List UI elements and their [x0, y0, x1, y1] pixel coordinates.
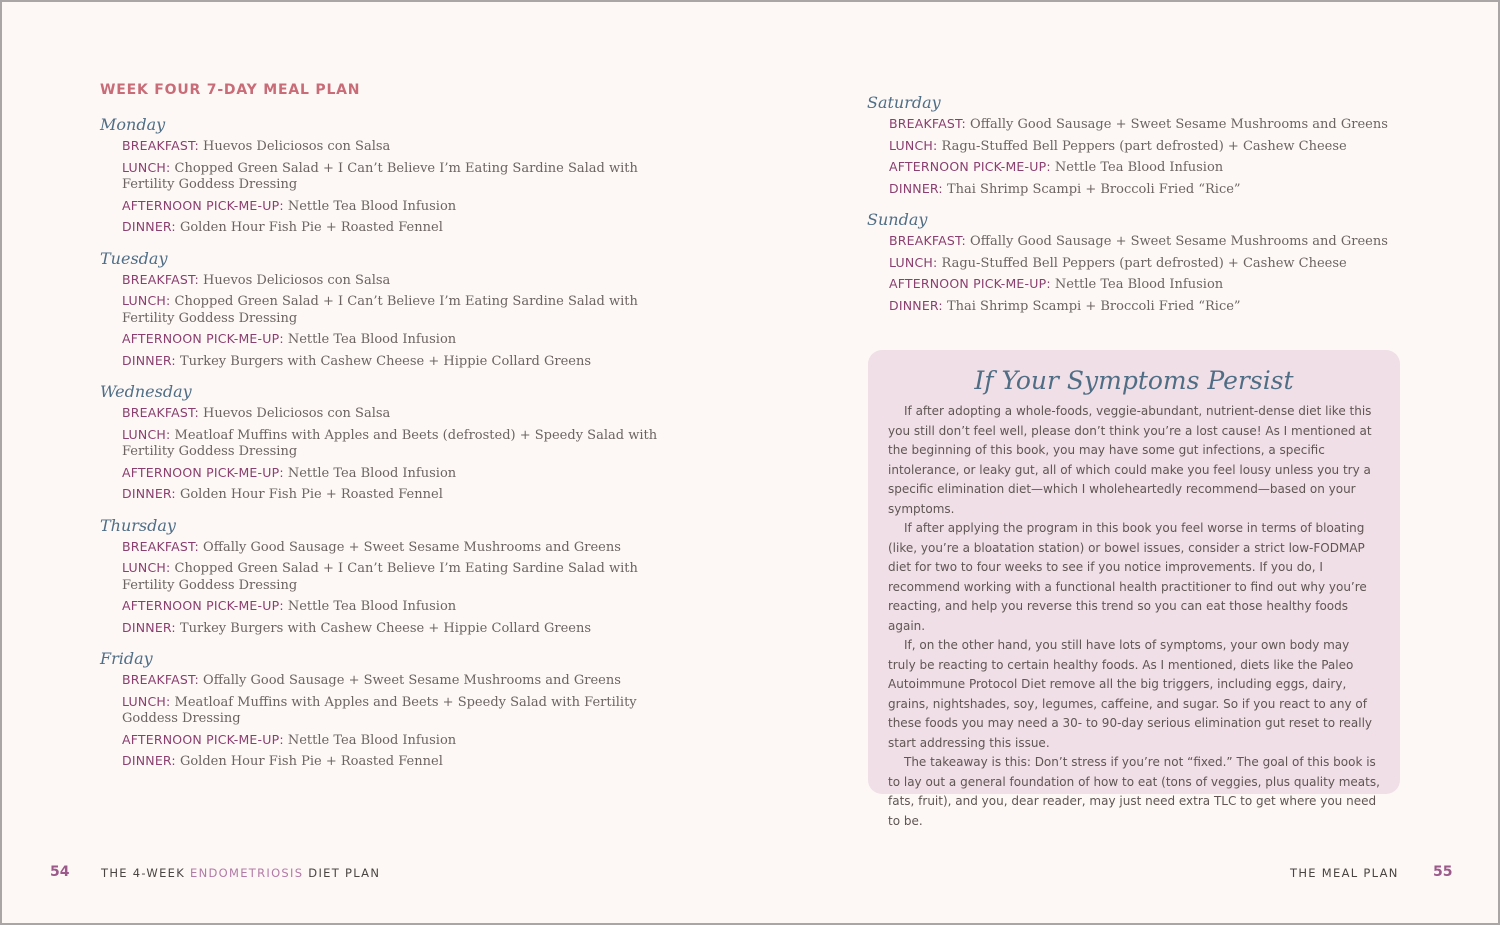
meal-text: Nettle Tea Blood Infusion — [283, 332, 457, 347]
right-days — [867, 92, 1427, 326]
day-monday — [100, 114, 660, 237]
meal-text: Ragu-Stuffed Bell Peppers (part defrosted) + Cashew Cheese — [937, 138, 1347, 154]
meal-plan-heading: WEEK FOUR 7-DAY MEAL PLAN — [100, 82, 361, 98]
meal-breakfast — [122, 405, 660, 423]
meal-text: Turkey Burgers with Cashew Cheese + Hippie Collard Greens — [175, 620, 592, 636]
meal-text: Offally Good Sausage + Sweet Sesame Mushrooms and Greens — [965, 234, 1388, 249]
meal-lunch — [122, 694, 660, 728]
sidebar-paragraph: If after applying the program in this book you feel worse in terms of bloating (like, you’re a bloatation station) or bowel issues, consider a strict low-FODMAP diet for two to four weeks to see if you notice improvements. If you do, I recommend working with a functional health practitioner to find out why you’re reacting, and help you reverse this trend so you can eat those healthy foods again. — [888, 521, 1367, 633]
meal-text: Offally Good Sausage + Sweet Sesame Mushrooms and Greens — [965, 117, 1388, 132]
meal-text: Huevos Deliciosos con Salsa — [198, 406, 391, 421]
meal-lunch — [122, 427, 660, 461]
right-page — [752, 2, 1500, 923]
meal-text: Nettle Tea Blood Infusion — [283, 732, 457, 748]
meal-label: BREAKFAST: — [122, 271, 199, 287]
meal-label: AFTERNOON PICK-ME-UP: — [889, 276, 1051, 291]
meal-label: BREAKFAST: — [889, 233, 966, 248]
meal-text: Turkey Burgers with Cashew Cheese + Hippie Collard Greens — [175, 353, 592, 369]
meal-text: Chopped Green Salad + I Can’t Believe I’m Eating Sardine Salad with Fertility Goddess Dressing — [122, 294, 638, 326]
meal-label: LUNCH: — [122, 560, 171, 575]
day-thursday — [100, 515, 660, 638]
running-head-post: DIET PLAN — [303, 866, 381, 880]
meal-label: LUNCH: — [122, 426, 171, 442]
meal-text: Offally Good Sausage + Sweet Sesame Mushrooms and Greens — [198, 673, 621, 688]
meal-dinner — [122, 753, 660, 771]
running-head-pre: THE 4-WEEK — [101, 866, 190, 880]
meal-breakfast — [122, 539, 660, 557]
day-friday — [100, 648, 660, 771]
meal-text: Huevos Deliciosos con Salsa — [198, 139, 391, 154]
symptoms-sidebar — [868, 350, 1400, 828]
meal-text: Ragu-Stuffed Bell Peppers (part defrosted) + Cashew Cheese — [937, 255, 1347, 271]
day-name: Tuesday — [100, 248, 168, 268]
meal-text: Huevos Deliciosos con Salsa — [198, 272, 391, 288]
meal-lunch — [889, 255, 1427, 273]
meal-label: DINNER: — [122, 219, 176, 234]
meal-label: LUNCH: — [122, 159, 171, 175]
meal-afternoon — [122, 732, 660, 750]
meal-text: Thai Shrimp Scampi + Broccoli Fried “Rice” — [942, 298, 1241, 314]
meal-text: Nettle Tea Blood Infusion — [283, 198, 457, 214]
page-number-left: 54 — [50, 864, 70, 880]
meal-text: Nettle Tea Blood Infusion — [283, 465, 457, 481]
meal-label: AFTERNOON PICK-ME-UP: — [889, 159, 1051, 174]
meal-text: Meatloaf Muffins with Apples and Beets + Speedy Salad with Fertility Goddess Dressing — [122, 694, 637, 726]
meal-breakfast — [889, 116, 1427, 134]
meal-label: LUNCH: — [122, 693, 171, 709]
meal-label: DINNER: — [122, 753, 176, 768]
meal-lunch — [122, 160, 660, 194]
meal-label: DINNER: — [122, 352, 176, 368]
meal-dinner — [122, 219, 660, 237]
meal-breakfast — [122, 138, 660, 156]
meal-label: LUNCH: — [889, 137, 938, 153]
day-name: Wednesday — [100, 382, 192, 401]
meal-label: DINNER: — [122, 486, 176, 501]
meal-label: LUNCH: — [889, 254, 938, 270]
meal-afternoon — [889, 159, 1427, 177]
meal-lunch — [889, 138, 1427, 156]
meal-text: Golden Hour Fish Pie + Roasted Fennel — [175, 754, 443, 769]
day-name: Thursday — [100, 515, 176, 535]
day-name: Saturday — [867, 93, 941, 112]
meal-label: LUNCH: — [122, 293, 171, 308]
left-days — [100, 114, 660, 782]
meal-text: Meatloaf Muffins with Apples and Beets (defrosted) + Speedy Salad with Fertility Goddess Dressing — [122, 427, 658, 459]
meal-lunch — [122, 560, 660, 594]
meal-text: Nettle Tea Blood Infusion — [283, 599, 457, 614]
meal-dinner — [122, 620, 660, 638]
running-head-left — [101, 866, 380, 880]
meal-afternoon — [889, 276, 1427, 294]
meal-breakfast — [889, 233, 1427, 251]
sidebar-paragraph: If after adopting a whole-foods, veggie-abundant, nutrient-dense diet like this you still don’t feel well, please don’t think you’re a lost cause! As I mentioned at the beginning of this book, you may have some gut infections, a specific intolerance, or leaky gut, all of which could make you feel lousy unless you try a specific elimination diet—which I wholeheartedly recommend—based on your symptoms. — [888, 404, 1372, 516]
running-head-right: THE MEAL PLAN — [1290, 866, 1399, 880]
meal-afternoon — [122, 598, 660, 616]
meal-label: DINNER: — [889, 180, 943, 196]
running-head-accent: ENDOMETRIOSIS — [190, 866, 304, 880]
meal-label: DINNER: — [889, 297, 943, 313]
meal-label: BREAKFAST: — [122, 672, 199, 687]
meal-text: Nettle Tea Blood Infusion — [1050, 277, 1224, 292]
meal-dinner — [122, 353, 660, 371]
day-wednesday — [100, 381, 660, 504]
sidebar-paragraph: The takeaway is this: Don’t stress if you’re not “fixed.” The goal of this book is to lay out a general foundation of how to eat (tons of veggies, plus quality meats, fats, fruit), and you, dear reader, may just need extra TLC to get where you need to be. — [888, 755, 1380, 828]
meal-text: Golden Hour Fish Pie + Roasted Fennel — [175, 220, 443, 235]
meal-afternoon — [122, 465, 660, 483]
meal-label: DINNER: — [122, 619, 176, 635]
meal-breakfast — [122, 272, 660, 290]
page-number-right: 55 — [1433, 864, 1453, 880]
meal-dinner — [889, 181, 1427, 199]
meal-dinner — [889, 298, 1427, 316]
meal-text: Chopped Green Salad + I Can’t Believe I’m Eating Sardine Salad with Fertility Goddess Dressing — [122, 160, 638, 192]
meal-dinner — [122, 486, 660, 504]
meal-text: Offally Good Sausage + Sweet Sesame Mushrooms and Greens — [198, 539, 621, 555]
meal-label: AFTERNOON PICK-ME-UP: — [122, 464, 284, 480]
sidebar-paragraph: If, on the other hand, you still have lots of symptoms, your own body may truly be reacting to certain healthy foods. As I mentioned, diets like the Paleo Autoimmune Protocol Diet remove all the big triggers, including eggs, dairy, grains, nightshades, soy, legumes, caffeine, and sugar. So if you react to any of these foods you may need a 30- to 90-day serious elimination gut reset to really start addressing this issue. — [888, 638, 1373, 750]
meal-text: Golden Hour Fish Pie + Roasted Fennel — [175, 487, 443, 502]
day-name: Sunday — [867, 210, 928, 229]
meal-breakfast — [122, 672, 660, 690]
meal-label: AFTERNOON PICK-ME-UP: — [122, 598, 284, 613]
meal-lunch — [122, 293, 660, 327]
day-tuesday — [100, 248, 660, 371]
meal-afternoon — [122, 198, 660, 216]
meal-text: Chopped Green Salad + I Can’t Believe I’m Eating Sardine Salad with Fertility Goddess Dressing — [122, 561, 638, 593]
sidebar-title: If Your Symptoms Persist — [974, 366, 1294, 395]
meal-label: AFTERNOON PICK-ME-UP: — [122, 197, 284, 213]
meal-label: BREAKFAST: — [122, 138, 199, 153]
meal-label: AFTERNOON PICK-ME-UP: — [122, 731, 284, 747]
meal-text: Nettle Tea Blood Infusion — [1050, 160, 1224, 175]
day-name: Monday — [100, 115, 166, 134]
left-page — [2, 2, 752, 923]
meal-afternoon — [122, 331, 660, 349]
meal-label: BREAKFAST: — [122, 538, 199, 554]
day-saturday — [867, 92, 1427, 198]
meal-text: Thai Shrimp Scampi + Broccoli Fried “Rice” — [942, 181, 1241, 197]
meal-label: AFTERNOON PICK-ME-UP: — [122, 331, 284, 346]
day-sunday — [867, 209, 1427, 315]
meal-label: BREAKFAST: — [889, 116, 966, 131]
day-name: Friday — [100, 649, 153, 668]
meal-label: BREAKFAST: — [122, 405, 199, 420]
